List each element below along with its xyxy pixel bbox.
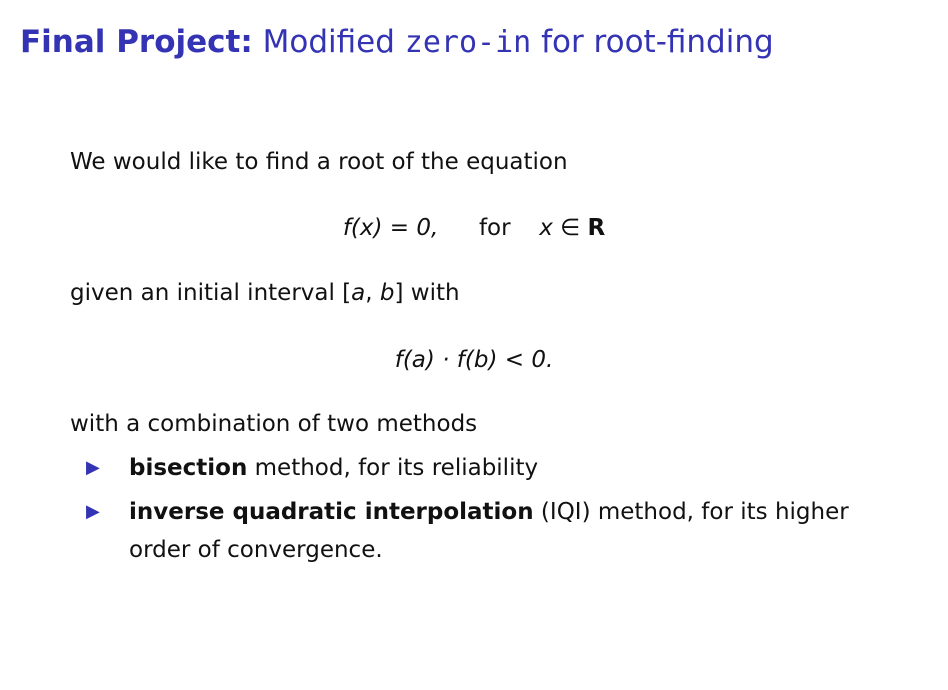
bullet-triangle-icon: ▶	[86, 501, 100, 522]
bullet-rest: (IQI) method, for its higher order of convergence.	[129, 499, 849, 563]
equation-for: for	[478, 215, 511, 241]
methods-paragraph: with a combination of two methods	[70, 411, 478, 437]
title-bold-prefix: Final Project:	[20, 24, 253, 60]
title-code-term: zero-in	[404, 25, 532, 60]
interval-text-post: ] with	[394, 280, 460, 306]
bullet-bold-term: bisection	[129, 455, 248, 481]
intro-paragraph: We would like to find a root of the equation	[70, 149, 568, 175]
bullet-rest: method, for its reliability	[247, 455, 539, 481]
bullet-text	[129, 493, 886, 569]
slide-title	[20, 20, 774, 65]
interval-b: b	[379, 280, 395, 306]
sign-condition-text: f(a) · f(b) < 0.	[394, 347, 554, 373]
title-text-pre: Modified	[262, 24, 395, 60]
bullet-bold-term: inverse quadratic interpolation	[129, 499, 534, 525]
interval-paragraph	[70, 278, 460, 308]
interval-comma: ,	[365, 280, 380, 306]
equation-set-R: R	[587, 215, 606, 241]
title-text-post: for root-finding	[541, 24, 774, 60]
equation-var: x ∈	[539, 215, 581, 241]
bullet-item-bisection	[86, 449, 886, 487]
interval-text-pre: given an initial interval [	[70, 280, 352, 306]
equation-lhs: f(x) = 0,	[342, 215, 439, 241]
equation-root	[0, 212, 948, 244]
bullet-text	[129, 449, 886, 487]
interval-a: a	[351, 280, 366, 306]
equation-sign-condition	[0, 344, 948, 376]
bullet-triangle-icon: ▶	[86, 457, 100, 478]
bullet-item-iqi	[86, 493, 886, 569]
